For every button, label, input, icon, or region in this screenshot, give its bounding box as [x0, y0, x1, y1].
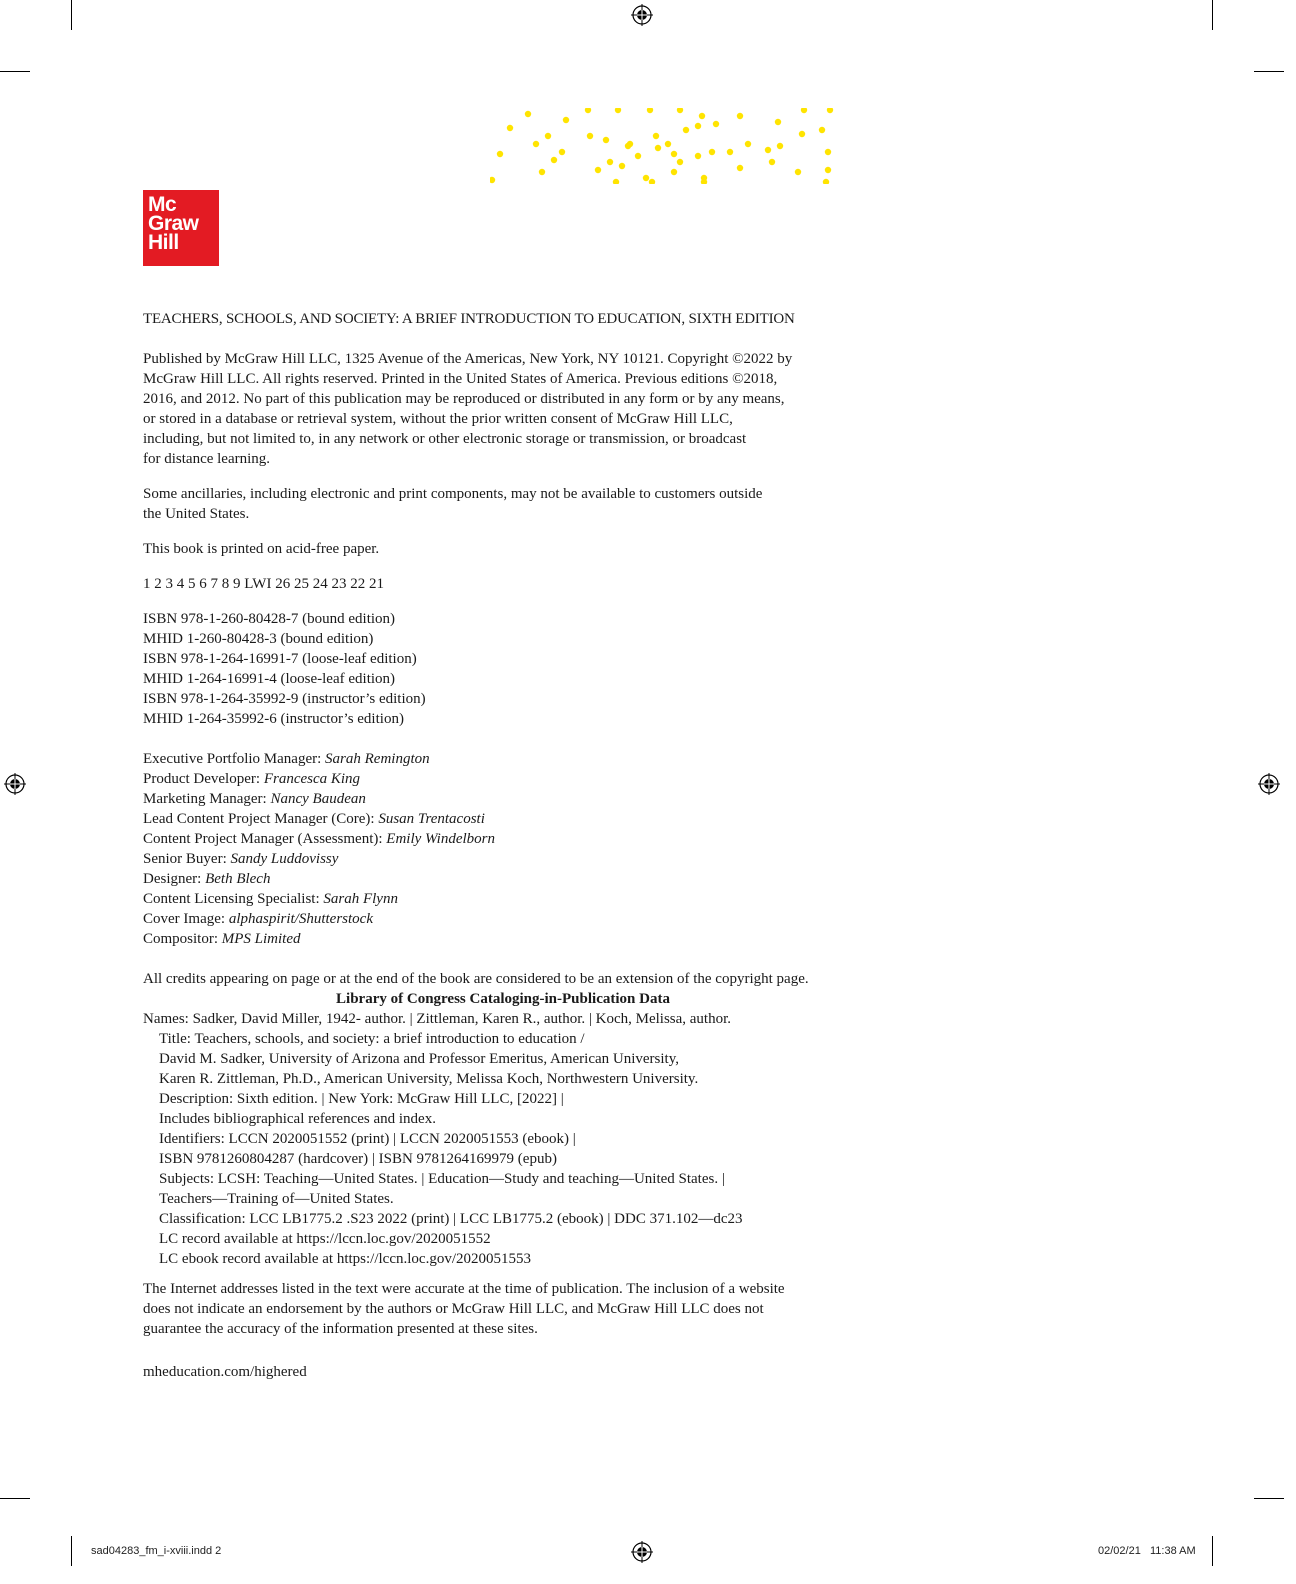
ancillaries-line: the United States. — [143, 506, 250, 522]
copyright-line: Published by McGraw Hill LLC, 1325 Avenue of the Americas, New York, NY 10121. Copyright ©2022 by — [143, 351, 793, 367]
credit-entry — [143, 929, 863, 949]
decorative-dot — [677, 159, 683, 165]
decorative-dot — [619, 163, 625, 169]
isbn-entry: ISBN 978-1-264-16991-7 (loose-leaf edition) — [143, 651, 417, 667]
decorative-dot — [769, 159, 775, 165]
registration-mark-top-icon — [631, 4, 653, 26]
decorative-dot — [801, 108, 807, 113]
copyright-notice — [143, 349, 863, 469]
crop-mark-bottom-left — [71, 1536, 72, 1566]
decorative-dot — [559, 149, 565, 155]
credit-role: Content Project Manager (Assessment): — [143, 831, 387, 847]
credit-name: alphaspirit/Shutterstock — [228, 911, 373, 927]
crop-mark-top-right-h — [1254, 71, 1284, 72]
credit-role: Designer: — [143, 871, 206, 887]
decorative-dot — [765, 147, 771, 153]
decorative-dot — [615, 108, 621, 113]
isbn-entry: MHID 1-260-80428-3 (bound edition) — [143, 631, 374, 647]
cip-line: Includes bibliographical references and index. — [159, 1111, 436, 1127]
credit-name: MPS Limited — [221, 931, 301, 947]
decorative-dot — [525, 111, 531, 117]
decorative-dot — [819, 127, 825, 133]
copyright-line: for distance learning. — [143, 451, 271, 467]
credits-list — [143, 749, 863, 949]
decorative-dot — [607, 159, 613, 165]
decorative-dot — [683, 127, 689, 133]
crop-mark-top-left-h — [0, 71, 30, 72]
credit-entry — [143, 749, 863, 769]
decorative-dot — [551, 157, 557, 163]
cip-line: Names: Sadker, David Miller, 1942- author. | Zittleman, Karen R., author. | Koch, Melissa, author. — [143, 1011, 732, 1027]
footer-time: 11:38 AM — [1150, 1545, 1196, 1557]
credit-entry — [143, 789, 863, 809]
decorative-dot — [777, 143, 783, 149]
registration-mark-right-icon — [1258, 773, 1280, 795]
ancillaries-line: Some ancillaries, including electronic and print components, may not be available to customers outside — [143, 486, 763, 502]
copyright-line: including, but not limited to, in any network or other electronic storage or transmission, or broadcast — [143, 431, 747, 447]
crop-mark-top-left — [71, 0, 72, 30]
copyright-page-content — [143, 309, 863, 1382]
credit-name: Sarah Flynn — [323, 891, 398, 907]
credits-note: All credits appearing on page or at the end of the book are considered to be an extension of the copyright page. — [143, 971, 809, 987]
isbn-entry: MHID 1-264-16991-4 (loose-leaf edition) — [143, 671, 396, 687]
credit-role: Compositor: — [143, 931, 222, 947]
isbn-entry: ISBN 978-1-264-35992-9 (instructor’s edition) — [143, 691, 426, 707]
credit-role: Lead Content Project Manager (Core): — [143, 811, 379, 827]
acid-free-notice: This book is printed on acid-free paper. — [143, 541, 380, 557]
decorative-dot — [595, 167, 601, 173]
registration-mark-bottom-icon — [631, 1541, 653, 1563]
decorative-dot — [823, 179, 829, 184]
copyright-line: or stored in a database or retrieval system, without the prior written consent of McGraw Hill LLC, — [143, 411, 733, 427]
internet-line: The Internet addresses listed in the text were accurate at the time of publication. The inclusion of a website — [143, 1281, 785, 1297]
cip-line: Identifiers: LCCN 2020051552 (print) | LCCN 2020051553 (ebook) | — [159, 1131, 576, 1147]
decorative-dot — [627, 141, 633, 147]
cip-line: Title: Teachers, schools, and society: a brief introduction to education / — [159, 1031, 585, 1047]
credit-role: Marketing Manager: — [143, 791, 271, 807]
credit-entry — [143, 869, 863, 889]
decorative-dot — [655, 145, 661, 151]
decorative-dot — [665, 141, 671, 147]
logo-line-2: Graw — [148, 212, 199, 235]
ancillaries-notice — [143, 484, 863, 524]
decorative-dot — [799, 131, 805, 137]
cip-line: LC ebook record available at https://lccn.loc.gov/2020051553 — [159, 1251, 531, 1267]
website-link[interactable]: mheducation.com/highered — [143, 1364, 307, 1380]
decorative-dot — [533, 141, 539, 147]
decorative-dot — [539, 169, 545, 175]
decorative-dot — [825, 149, 831, 155]
decorative-dot — [649, 179, 655, 184]
decorative-dot — [545, 133, 551, 139]
crop-mark-bottom-right — [1212, 1536, 1213, 1566]
mcgraw-hill-logo — [143, 190, 219, 266]
decorative-dot-pattern — [490, 108, 840, 184]
decorative-dot — [490, 177, 495, 183]
decorative-dot — [653, 133, 659, 139]
credit-name: Nancy Baudean — [270, 791, 366, 807]
internet-line: guarantee the accuracy of the information presented at these sites. — [143, 1321, 538, 1337]
decorative-dot — [563, 117, 569, 123]
credit-name: Sarah Remington — [325, 751, 430, 767]
decorative-dot — [603, 137, 609, 143]
crop-mark-top-right — [1212, 0, 1213, 30]
credit-name: Susan Trentacosti — [378, 811, 485, 827]
credit-role: Product Developer: — [143, 771, 264, 787]
cip-line: Classification: LCC LB1775.2 .S23 2022 (print) | LCC LB1775.2 (ebook) | DDC 371.102—dc23 — [159, 1211, 743, 1227]
cip-line: Karen R. Zittleman, Ph.D., American University, Melissa Koch, Northwestern University. — [159, 1071, 699, 1087]
credit-name: Emily Windelborn — [386, 831, 496, 847]
printing-line: 1 2 3 4 5 6 7 8 9 LWI 26 25 24 23 22 21 — [143, 576, 384, 592]
isbn-entry: ISBN 978-1-260-80428-7 (bound edition) — [143, 611, 396, 627]
footer-file-label: sad04283_fm_i-xviii.indd 2 — [91, 1545, 222, 1557]
isbn-entry: MHID 1-264-35992-6 (instructor’s edition) — [143, 711, 404, 727]
decorative-dot — [827, 108, 833, 113]
cip-line: Teachers—Training of—United States. — [159, 1191, 394, 1207]
decorative-dot — [585, 108, 591, 113]
logo-line-1: Mc — [148, 193, 177, 216]
credit-name: Beth Blech — [205, 871, 271, 887]
credit-entry — [143, 909, 863, 929]
copyright-line: McGraw Hill LLC. All rights reserved. Printed in the United States of America. Previous editions ©2018, — [143, 371, 778, 387]
credit-name: Sandy Luddovissy — [230, 851, 339, 867]
credit-role: Executive Portfolio Manager: — [143, 751, 326, 767]
credit-entry — [143, 769, 863, 789]
decorative-dot — [713, 121, 719, 127]
credit-entry — [143, 889, 863, 909]
decorative-dot — [507, 125, 513, 131]
decorative-dot — [497, 151, 503, 157]
registration-mark-left-icon — [4, 773, 26, 795]
cip-line: David M. Sadker, University of Arizona and Professor Emeritus, American University, — [159, 1051, 679, 1067]
credit-role: Cover Image: — [143, 911, 229, 927]
decorative-dot — [709, 149, 715, 155]
copyright-line: 2016, and 2012. No part of this publication may be reproduced or distributed in any form or by any means, — [143, 391, 785, 407]
decorative-dot — [695, 153, 701, 159]
footer-date: 02/02/21 — [1098, 1545, 1141, 1557]
decorative-dot — [795, 169, 801, 175]
decorative-dot — [587, 133, 593, 139]
decorative-dot — [727, 149, 733, 155]
cip-data — [143, 1009, 863, 1269]
cip-line: Description: Sixth edition. | New York: McGraw Hill LLC, [2022] | — [159, 1091, 564, 1107]
decorative-dot — [737, 165, 743, 171]
decorative-dot — [613, 179, 619, 184]
cip-line: LC record available at https://lccn.loc.gov/2020051552 — [159, 1231, 491, 1247]
crop-mark-bottom-right-h — [1254, 1498, 1284, 1499]
cip-line: ISBN 9781260804287 (hardcover) | ISBN 9781264169979 (epub) — [159, 1151, 557, 1167]
decorative-dot — [671, 169, 677, 175]
book-title: TEACHERS, SCHOOLS, AND SOCIETY: A BRIEF INTRODUCTION TO EDUCATION, SIXTH EDITION — [143, 311, 795, 327]
cip-heading: Library of Congress Cataloging-in-Publication Data — [336, 991, 670, 1007]
decorative-dot — [647, 108, 653, 113]
decorative-dot — [635, 153, 641, 159]
decorative-dot — [643, 175, 649, 181]
decorative-dot — [695, 123, 701, 129]
credit-role: Senior Buyer: — [143, 851, 231, 867]
decorative-dot — [745, 141, 751, 147]
credit-entry — [143, 829, 863, 849]
decorative-dot — [737, 113, 743, 119]
credit-entry — [143, 809, 863, 829]
credit-entry — [143, 849, 863, 869]
isbn-list — [143, 609, 863, 729]
crop-mark-bottom-left-h — [0, 1498, 30, 1499]
credit-name: Francesca King — [263, 771, 361, 787]
decorative-dot — [671, 151, 677, 157]
decorative-dot — [677, 108, 683, 113]
decorative-dot — [775, 119, 781, 125]
internet-line: does not indicate an endorsement by the authors or McGraw Hill LLC, and McGraw Hill LLC does not — [143, 1301, 764, 1317]
decorative-dot — [825, 167, 831, 173]
footer-timestamp — [1098, 1545, 1196, 1557]
cip-line: Subjects: LCSH: Teaching—United States. | Education—Study and teaching—United States. | — [159, 1171, 725, 1187]
internet-disclaimer — [143, 1279, 863, 1339]
credit-role: Content Licensing Specialist: — [143, 891, 324, 907]
logo-line-3: Hill — [148, 231, 179, 254]
decorative-dot — [699, 113, 705, 119]
